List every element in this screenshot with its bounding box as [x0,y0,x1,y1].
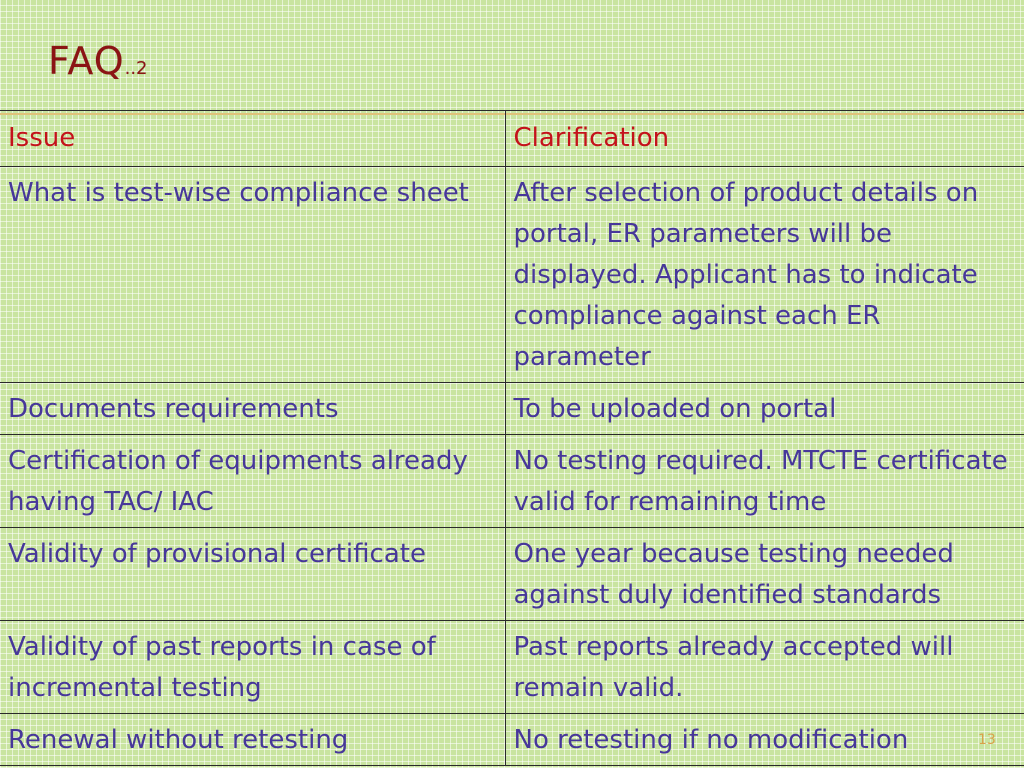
clarification-cell: Past reports already accepted will remain valid. [505,621,1024,714]
clarification-cell: No retesting if no modification [505,714,1024,766]
issue-cell: Renewal without retesting [0,714,505,766]
header-issue: Issue [0,111,505,167]
table-row [0,714,1024,766]
slide-title-suffix: ..2 [124,58,148,79]
issue-cell: Documents requirements [0,383,505,435]
clarification-cell: To be uploaded on portal [505,383,1024,435]
faq-table [0,110,1024,766]
slide-title-main: FAQ [48,39,125,83]
issue-cell: What is test-wise compliance sheet [0,167,505,383]
header-clarification: Clarification [505,111,1024,167]
slide-title [48,39,148,83]
issue-cell: Validity of provisional certificate [0,528,505,621]
table-row [0,383,1024,435]
clarification-cell: No testing required. MTCTE certificate valid for remaining time [505,435,1024,528]
table-row [0,528,1024,621]
clarification-cell: After selection of product details on portal, ER parameters will be displayed. Applicant has to indicate compliance against each ER parameter [505,167,1024,383]
clarification-cell: One year because testing needed against duly identified standards [505,528,1024,621]
issue-cell: Validity of past reports in case of incremental testing [0,621,505,714]
table-row [0,167,1024,383]
table-header-row [0,111,1024,167]
table-row [0,435,1024,528]
issue-cell: Certification of equipments already having TAC/ IAC [0,435,505,528]
slide-page-number: 13 [978,732,996,748]
table-row [0,621,1024,714]
